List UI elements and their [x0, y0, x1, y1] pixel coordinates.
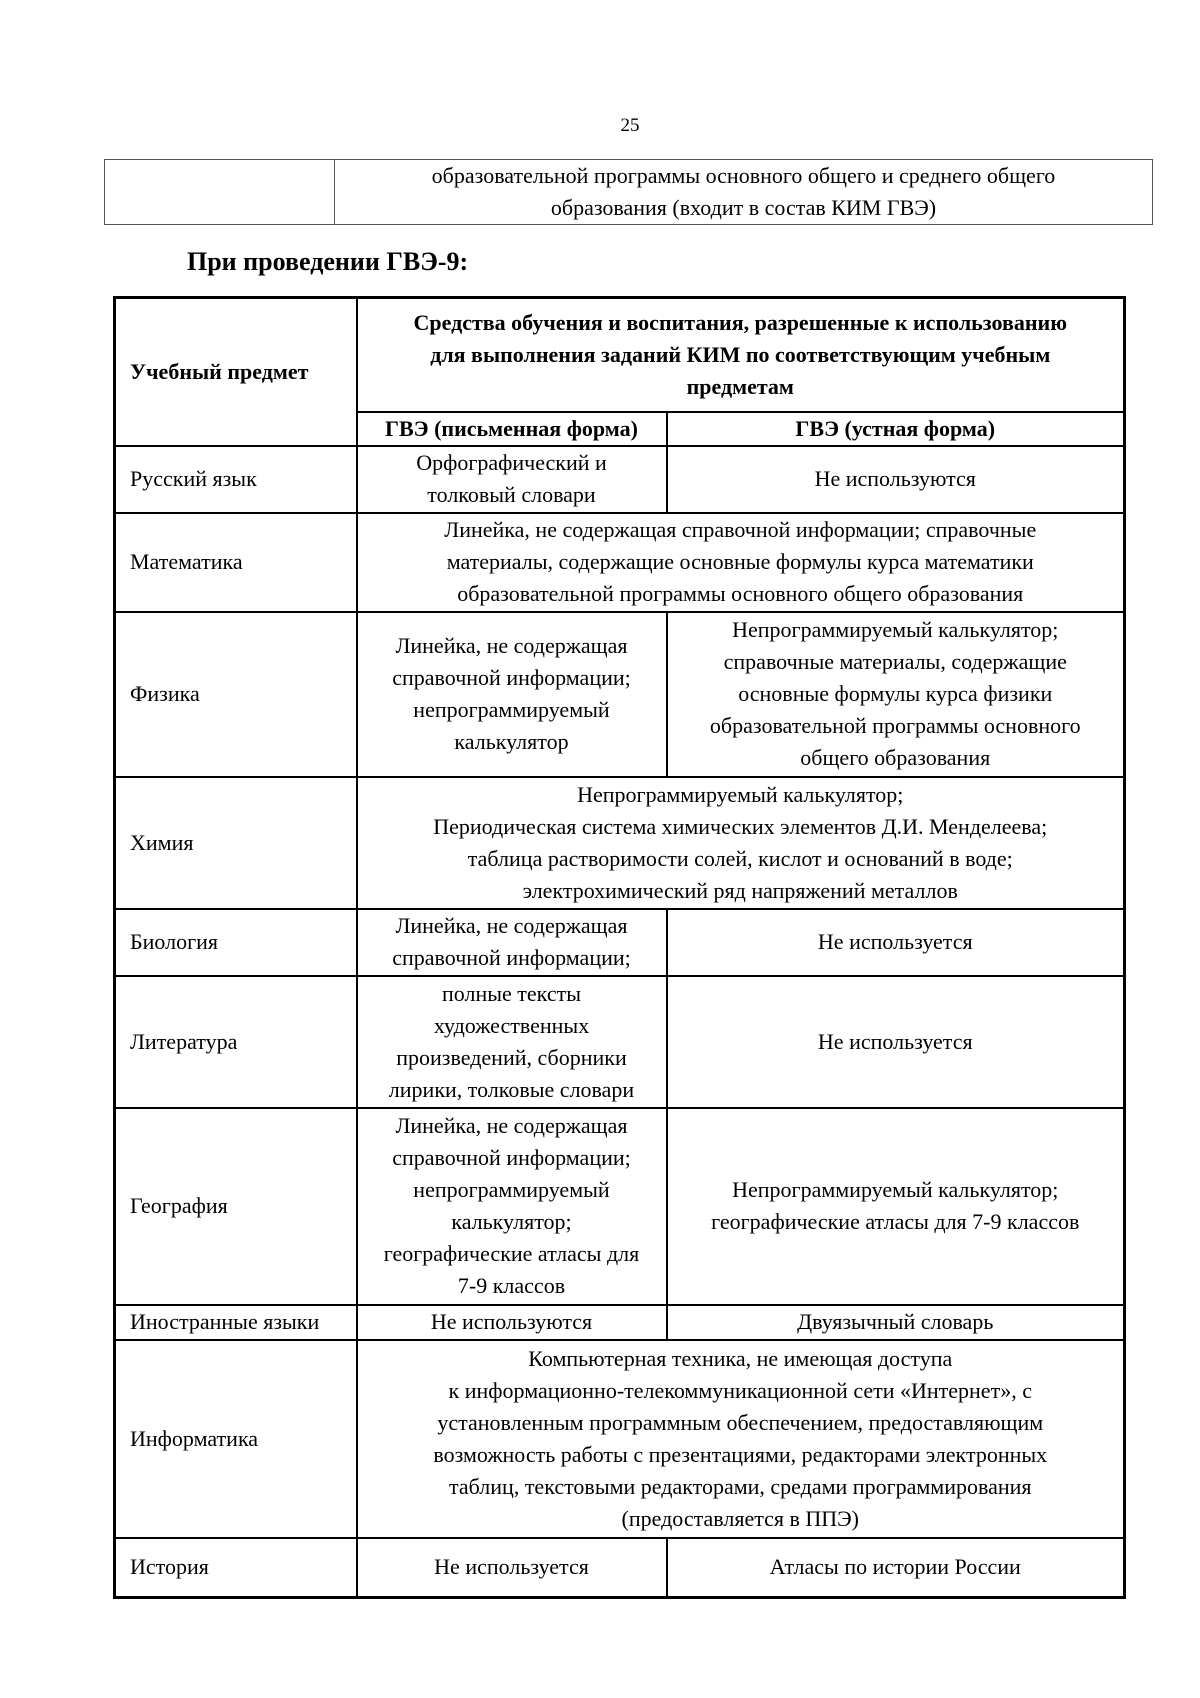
subject-cell: Математика — [115, 513, 357, 612]
oral-cell: Непрограммируемый калькулятор; справочные материалы, содержащие основные формулы курса физики образовательной программы основного общего образования — [667, 612, 1125, 777]
continuation-empty-cell — [105, 160, 335, 225]
written-cell: полные тексты художественных произведений, сборники лирики, толковые словари — [357, 976, 667, 1108]
allowed-materials-table — [113, 296, 1126, 1599]
written-cell: Не используется — [357, 1538, 667, 1598]
combined-cell: Линейка, не содержащая справочной информации; справочные материалы, содержащие основные формулы курса математики образовательной программы основного общего образования — [357, 513, 1125, 612]
oral-cell: Не используется — [667, 909, 1125, 976]
header-subject: Учебный предмет — [115, 298, 357, 446]
written-cell: Линейка, не содержащая справочной информации; непрограммируемый калькулятор — [357, 612, 667, 777]
table-row — [115, 446, 1125, 513]
table-row — [115, 513, 1125, 612]
header-means: Средства обучения и воспитания, разрешенные к использованию для выполнения заданий КИМ по соответствующим учебным предметам — [357, 298, 1125, 412]
oral-cell: Не используются — [667, 446, 1125, 513]
written-cell: Линейка, не содержащая справочной информации; непрограммируемый калькулятор; географические атласы для 7-9 классов — [357, 1108, 667, 1305]
table-row — [115, 612, 1125, 777]
header-oral: ГВЭ (устная форма) — [667, 412, 1125, 446]
subject-cell: Литература — [115, 976, 357, 1108]
oral-cell: Непрограммируемый калькулятор; географические атласы для 7-9 классов — [667, 1108, 1125, 1305]
combined-cell: Непрограммируемый калькулятор; Периодическая система химических элементов Д.И. Менделеева; таблица растворимости солей, кислот и оснований в воде; электрохимический ряд напряжений металлов — [357, 777, 1125, 909]
oral-cell: Не используется — [667, 976, 1125, 1108]
continuation-table — [104, 159, 1153, 225]
continuation-text-cell: образовательной программы основного общего и среднего общего образования (входит в состав КИМ ГВЭ) — [335, 160, 1153, 225]
subject-cell: Физика — [115, 612, 357, 777]
combined-cell: Компьютерная техника, не имеющая доступа к информационно-телекоммуникационной сети «Интернет», с установленным программным обеспечением, предоставляющим возможность работы с презентациями, редакторами электронных таблиц, текстовыми редакторами, средами программирования (предоставляется в ППЭ) — [357, 1340, 1125, 1538]
oral-cell: Двуязычный словарь — [667, 1305, 1125, 1340]
subject-cell: Химия — [115, 777, 357, 909]
written-cell: Орфографический и толковый словари — [357, 446, 667, 513]
table-header-row — [115, 298, 1125, 412]
subject-cell: Информатика — [115, 1340, 357, 1538]
subject-cell: Биология — [115, 909, 357, 976]
subject-cell: Иностранные языки — [115, 1305, 357, 1340]
table-row — [115, 1538, 1125, 1598]
table-row — [115, 976, 1125, 1108]
subject-cell: История — [115, 1538, 357, 1598]
table-row — [115, 1340, 1125, 1538]
table-row — [115, 777, 1125, 909]
table-row — [115, 1108, 1125, 1305]
section-heading: При проведении ГВЭ-9: — [187, 247, 469, 276]
subject-cell: Русский язык — [115, 446, 357, 513]
header-written: ГВЭ (письменная форма) — [357, 412, 667, 446]
oral-cell: Атласы по истории России — [667, 1538, 1125, 1598]
table-row — [115, 909, 1125, 976]
written-cell: Линейка, не содержащая справочной информации; — [357, 909, 667, 976]
table-row — [115, 1305, 1125, 1340]
continuation-row — [105, 160, 1153, 225]
subject-cell: География — [115, 1108, 357, 1305]
page-number: 25 — [620, 115, 640, 136]
written-cell: Не используются — [357, 1305, 667, 1340]
